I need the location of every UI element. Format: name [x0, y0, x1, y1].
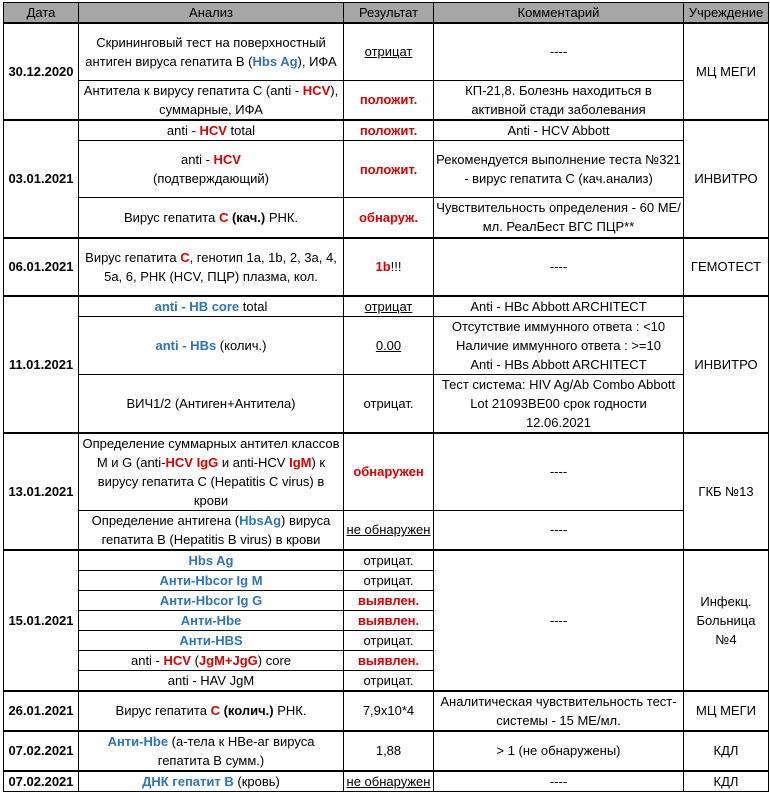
analysis-cell: anti - HCV (JgM+JgG) core [79, 650, 344, 670]
comment-cell: ---- [434, 433, 684, 511]
comment-cell: ---- [434, 550, 684, 691]
institution-cell: МЦ МЕГИ [684, 691, 769, 731]
comment-cell: > 1 (не обнаружены) [434, 731, 684, 771]
analysis-cell: Определение антигена (HbsAg) вируса гепатита В (Hepatitis B virus) в крови [79, 510, 344, 550]
table-row [4, 510, 769, 550]
analysis-cell: Вирус гепатита С (колич.) РНК. [79, 691, 344, 731]
analysis-cell: Определение суммарных антител классов M и G (anti-HCV IgG и anti-HCV IgM) к вирусу гепатита С (Hepatitis C virus) в крови [79, 433, 344, 511]
analysis-cell: Hbs Ag [79, 550, 344, 571]
comment-cell: ---- [434, 23, 684, 80]
table-row [4, 80, 769, 120]
table-row [4, 120, 769, 141]
analysis-cell: Скрининговый тест на поверхностный антиген вируса гепатита В (Hbs Ag), ИФА [79, 23, 344, 80]
result-cell: отрицат. [344, 630, 434, 650]
analysis-cell: Вирус гепатита С (кач.) РНК. [79, 198, 344, 238]
analysis-cell: Анти-Hbcor Ig M [79, 570, 344, 590]
institution-cell: ИНВИТРО [684, 296, 769, 433]
result-cell: 1,88 [344, 731, 434, 771]
result-cell: отрицат [344, 23, 434, 80]
analysis-cell: anti - HBs (колич.) [79, 316, 344, 374]
date-cell: 06.01.2021 [4, 238, 79, 296]
table-row [4, 550, 769, 571]
result-cell: отрицат. [344, 570, 434, 590]
result-cell: выявлен. [344, 650, 434, 670]
analysis-cell: ДНК гепатит В (кровь) [79, 771, 344, 792]
comment-cell: Аналитическая чувствительность тест-системы - 15 МЕ/мл. [434, 691, 684, 731]
header-row [4, 3, 769, 24]
comment-cell: Рекомендуется выполнение теста №321 - вирус гепатита С (кач.анализ) [434, 141, 684, 198]
date-cell: 13.01.2021 [4, 433, 79, 550]
result-cell: 7,9x10*4 [344, 691, 434, 731]
result-cell: отрицат. [344, 550, 434, 571]
date-cell: 11.01.2021 [4, 296, 79, 433]
table-row [4, 433, 769, 511]
result-cell: обнаружен [344, 433, 434, 511]
analysis-cell: Антитела к вирусу гепатита С (anti - HCV), суммарные, ИФА [79, 80, 344, 120]
analysis-cell: Вирус гепатита С, генотип 1а, 1b, 2, 3а, 4, 5а, 6, РНК (HCV, ПЦР) плазма, кол. [79, 238, 344, 296]
table-row [4, 691, 769, 731]
table-row [4, 141, 769, 198]
institution-cell: ГКБ №13 [684, 433, 769, 550]
analysis-cell: anti - HB core total [79, 296, 344, 317]
table-row [4, 238, 769, 296]
table-row [4, 23, 769, 80]
result-cell: отрицат [344, 296, 434, 317]
institution-cell: КДЛ [684, 731, 769, 771]
header-institution: Учреждение [684, 3, 769, 24]
date-cell: 03.01.2021 [4, 120, 79, 238]
institution-cell: Инфекц. Больница №4 [684, 550, 769, 691]
table-row [4, 316, 769, 374]
analysis-cell: ВИЧ1/2 (Антиген+Антитела) [79, 374, 344, 433]
header-date: Дата [4, 3, 79, 24]
date-cell: 07.02.2021 [4, 731, 79, 771]
table-row [4, 296, 769, 317]
header-comment: Комментарий [434, 3, 684, 24]
result-cell: отрицат. [344, 374, 434, 433]
date-cell: 15.01.2021 [4, 550, 79, 691]
institution-cell: КДЛ [684, 771, 769, 792]
comment-cell: Anti - HBc Abbott ARCHITECT [434, 296, 684, 317]
comment-cell: ---- [434, 510, 684, 550]
table-row [4, 771, 769, 792]
institution-cell: ИНВИТРО [684, 120, 769, 238]
analysis-cell: Анти-Hbcor Ig G [79, 590, 344, 610]
result-cell: выявлен. [344, 610, 434, 630]
table-row [4, 374, 769, 433]
analysis-cell: Анти-Hbe [79, 610, 344, 630]
comment-cell: Anti - HCV Abbott [434, 120, 684, 141]
date-cell: 30.12.2020 [4, 23, 79, 120]
result-cell: положит. [344, 120, 434, 141]
result-cell: обнаруж. [344, 198, 434, 238]
comment-cell: ---- [434, 771, 684, 792]
header-result: Результат [344, 3, 434, 24]
analysis-cell: Анти-HBS [79, 630, 344, 650]
comment-cell: Отсутствие иммунного ответа : <10 Наличие иммунного ответа : >=10 Anti - HBs Abbott ARCHITECT [434, 316, 684, 374]
comment-cell: ---- [434, 238, 684, 296]
table-row [4, 731, 769, 771]
result-cell: 1b!!! [344, 238, 434, 296]
result-cell: 0.00 [344, 316, 434, 374]
header-analysis: Анализ [79, 3, 344, 24]
result-cell: положит. [344, 80, 434, 120]
analysis-cell: anti - HAV JgM [79, 670, 344, 691]
analysis-cell: anti - HCV total [79, 120, 344, 141]
comment-cell: КП-21,8. Болезнь находиться в активной стади заболевания [434, 80, 684, 120]
institution-cell: МЦ МЕГИ [684, 23, 769, 120]
comment-cell: Чувствительность определения - 60 МЕ/мл. РеалБест ВГС ПЦР** [434, 198, 684, 238]
analysis-cell: anti - HCV (подтверждающий) [79, 141, 344, 198]
result-cell: отрицат. [344, 670, 434, 691]
date-cell: 07.02.2021 [4, 771, 79, 792]
analysis-cell: Анти-Hbe (а-тела к HBe-аг вируса гепатита В сумм.) [79, 731, 344, 771]
result-cell: не обнаружен [344, 771, 434, 792]
comment-cell: Тест система: HIV Ag/Ab Combo Abbott Lot 21093BE00 срок годности 12.06.2021 [434, 374, 684, 433]
institution-cell: ГЕМОТЕСТ [684, 238, 769, 296]
result-cell: не обнаружен [344, 510, 434, 550]
result-cell: положит. [344, 141, 434, 198]
table-row [4, 198, 769, 238]
date-cell: 26.01.2021 [4, 691, 79, 731]
result-cell: выявлен. [344, 590, 434, 610]
lab-results-table [3, 2, 769, 792]
